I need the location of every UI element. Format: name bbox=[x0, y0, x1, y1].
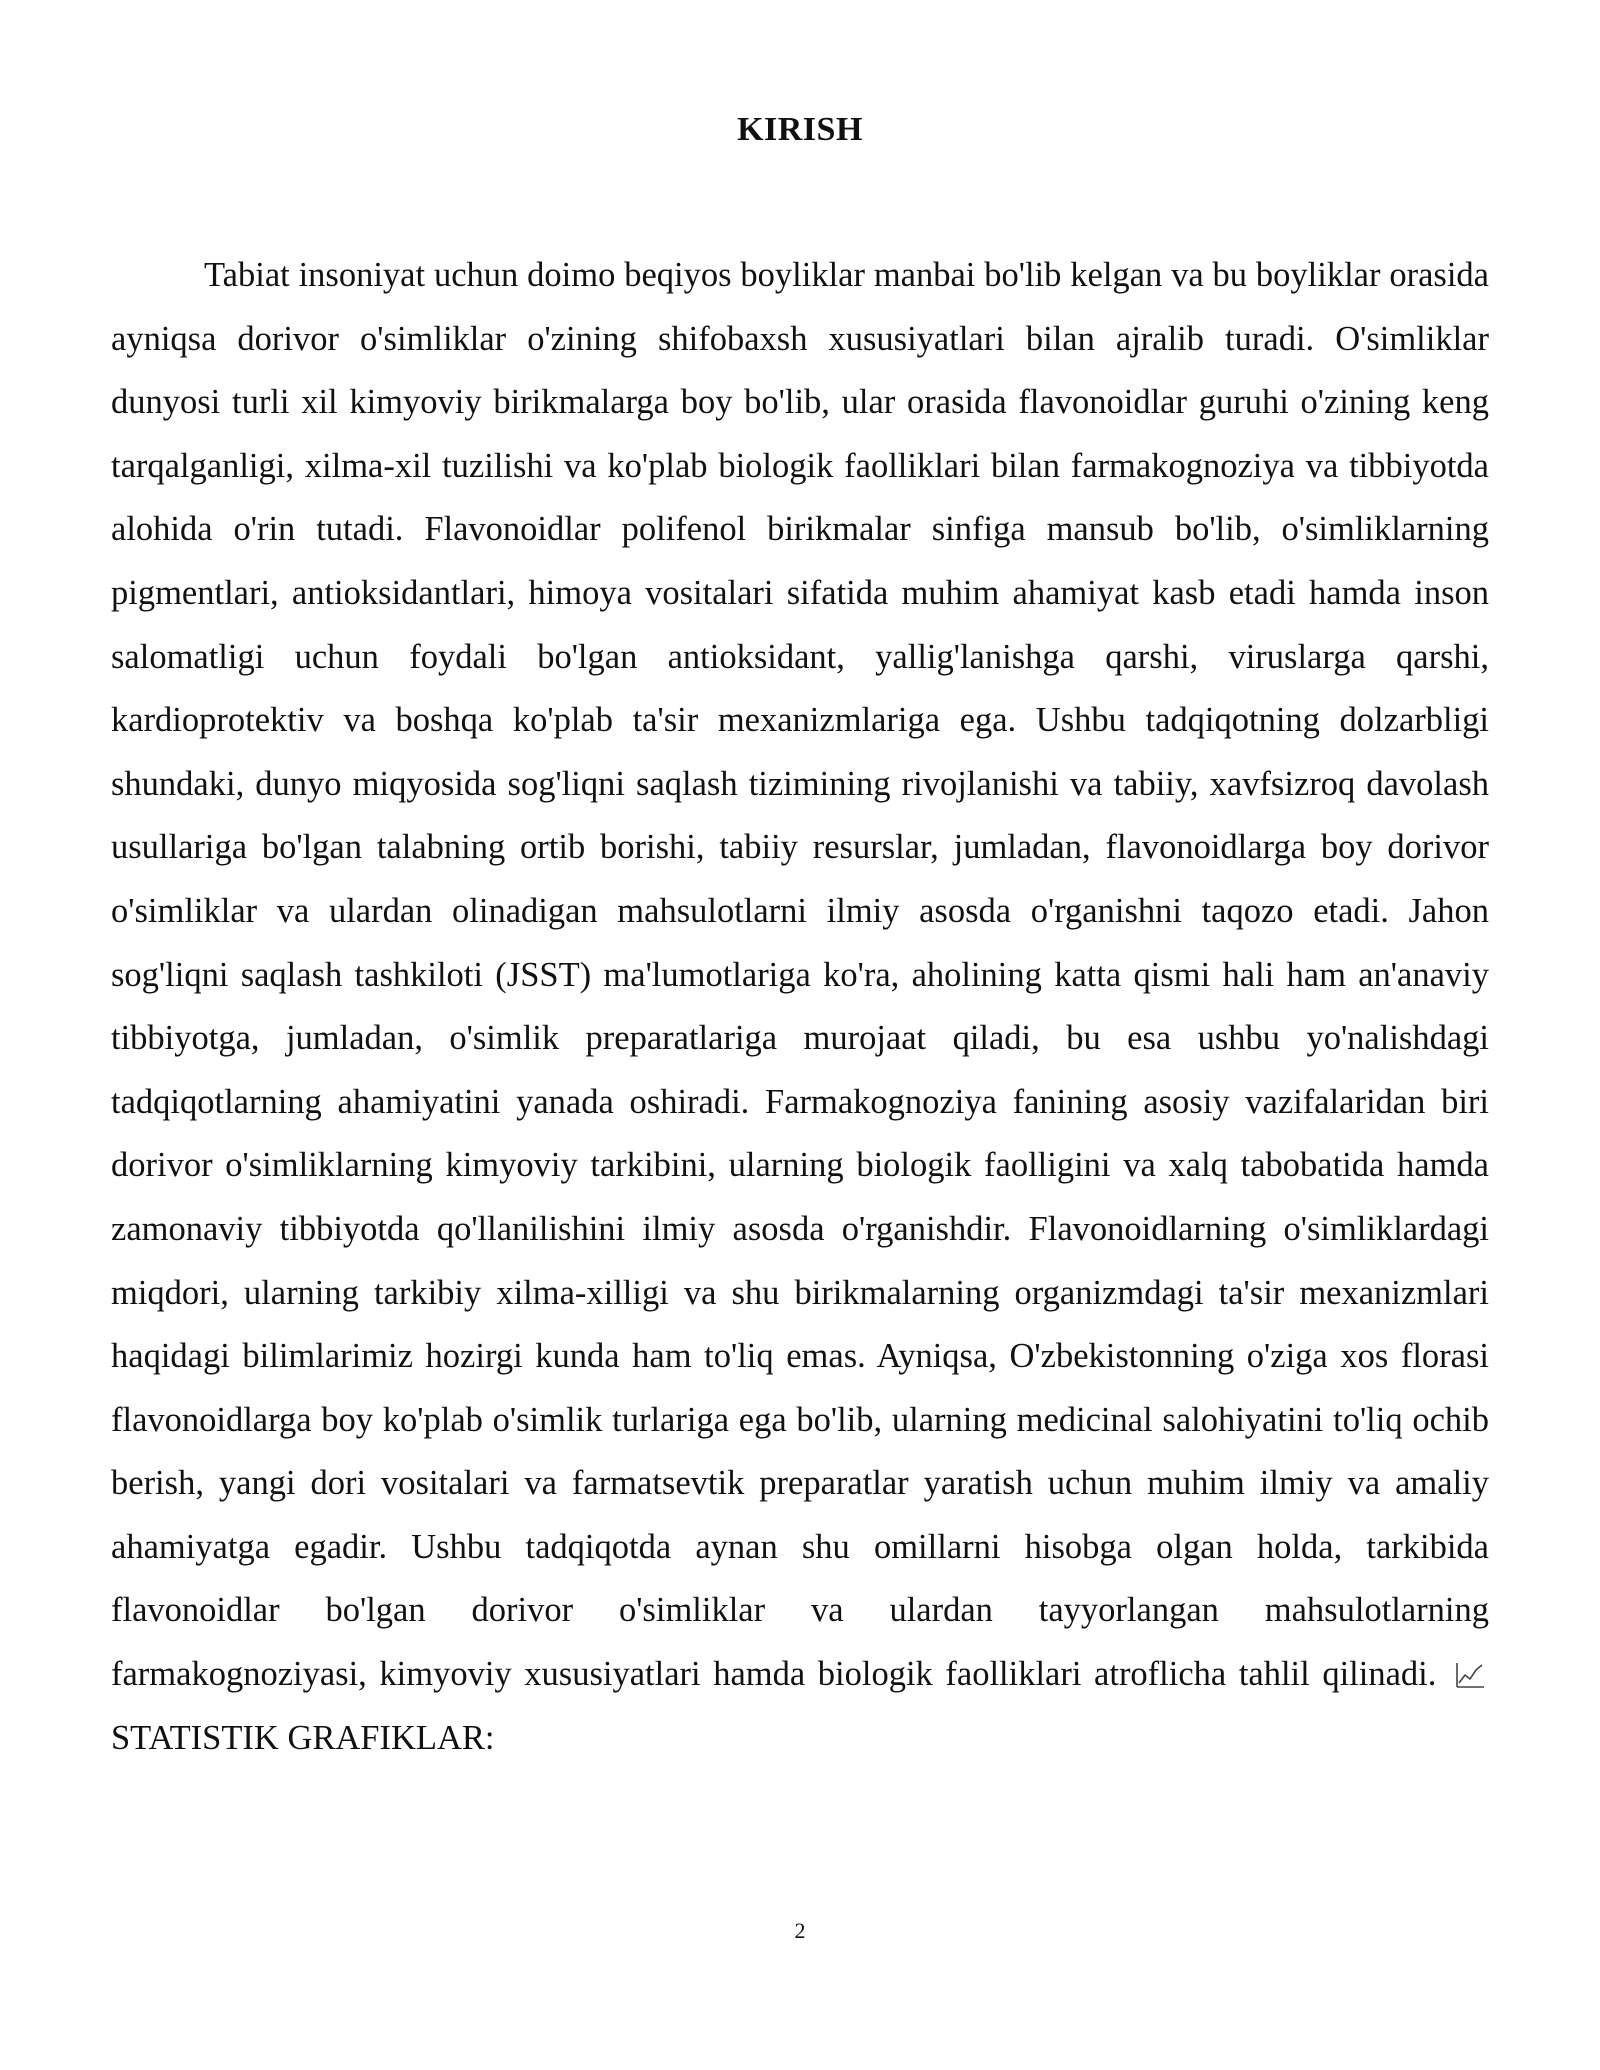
chart-increasing-icon bbox=[1455, 1661, 1485, 1689]
statistik-grafiklar-heading: STATISTIK GRAFIKLAR: bbox=[111, 1718, 495, 1757]
body-paragraph bbox=[111, 244, 1489, 1770]
page-title: KIRISH bbox=[737, 111, 863, 148]
paragraph-text: Tabiat insoniyat uchun doimo beqiyos boyliklar manbai bo'lib kelgan va bu boyliklar orasida ayniqsa dorivor o'simliklar o'zining shifobaxsh xususiyatlari bilan ajralib turadi. O'simliklar dunyosi turli xil kimyoviy birikmalarga boy bo'lib, ular orasida flavonoidlar guruhi o'zining keng tarqalganligi, xilma-xil tuzilishi va ko'plab biologik faolliklari bilan farmakognoziya va tibbiyotda alohida o'rin tutadi. Flavonoidlar polifenol birikmalar sinfiga mansub bo'lib, o'simliklarning pigmentlari, antioksidantlari, himoya vositalari sifatida muhim ahamiyat kasb etadi hamda inson salomatligi uchun foydali bo'lgan antioksidant, yallig'lanishga qarshi, viruslarga qarshi, kardioprotektiv va boshqa ko'plab ta'sir mexanizmlariga ega. Ushbu tadqiqotning dolzarbligi shundaki, dunyo miqyosida sog'liqni saqlash tizimining rivojlanishi va tabiiy, xavfsizroq davolash usullariga bo'lgan talabning ortib borishi, tabiiy resurslar, jumladan, flavonoidlarga boy dorivor o'simliklar va ulardan olinadigan mahsulotlarni ilmiy asosda o'rganishni taqozo etadi. Jahon sog'liqni saqlash tashkiloti (JSST) ma'lumotlariga ko'ra, aholining katta qismi hali ham an'anaviy tibbiyotga, jumladan, o'simlik preparatlariga murojaat qiladi, bu esa ushbu yo'nalishdagi tadqiqotlarning ahamiyatini yanada oshiradi. Farmakognoziya fanining asosiy vazifalaridan biri dorivor o'simliklarning kimyoviy tarkibini, ularning biologik faolligini va xalq tabobatida hamda zamonaviy tibbiyotda qo'llanilishini ilmiy asosda o'rganishdir. Flavonoidlarning o'simliklardagi miqdori, ularning tarkibiy xilma-xilligi va shu birikmalarning organizmdagi ta'sir mexanizmlari haqidagi bilimlarimiz hozirgi kunda ham to'liq emas. Ayniqsa, O'zbekistonning o'ziga xos florasi flavonoidlarga boy ko'plab o'simlik turlariga ega bo'lib, ularning medicinal salohiyatini to'liq ochib berish, yangi dori vositalari va farmatsevtik preparatlar yaratish uchun muhim ilmiy va amaliy ahamiyatga egadir. Ushbu tadqiqotda aynan shu omillarni hisobga olgan holda, tarkibida flavonoidlar bo'lgan dorivor o'simliklar va ulardan tayyorlangan mahsulotlarning farmakognoziyasi, kimyoviy xususiyatlari hamda biologik faolliklari atroflicha tahlil qilinadi. bbox=[111, 256, 1489, 1694]
page-number: 2 bbox=[794, 1918, 806, 1943]
